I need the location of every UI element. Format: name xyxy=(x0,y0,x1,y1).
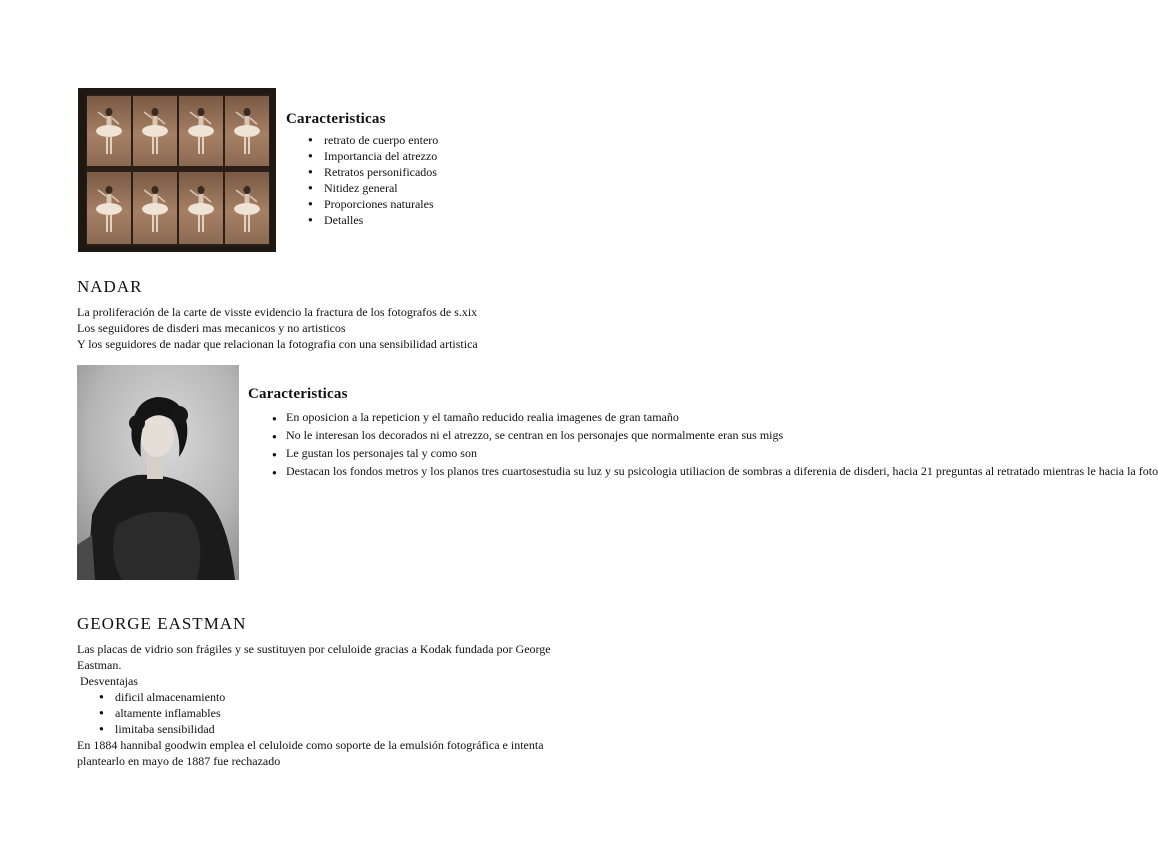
list-item-text: No le interesan los decorados ni el atrezzo, se centran en los personajes que normalmente eran sus migs xyxy=(286,428,784,442)
eastman-intro: Las placas de vidrio son frágiles y se sustituyen por celuloide gracias a Kodak fundada por George Eastman. xyxy=(77,642,551,672)
bullet-icon: ● xyxy=(272,450,277,459)
nadar-portrait-photo xyxy=(77,365,239,580)
nadar-line: La proliferación de la carte de visste evidencio la fractura de los fotografos de s.xix xyxy=(77,305,478,319)
list-item xyxy=(248,463,1158,481)
list-item xyxy=(248,409,679,427)
eastman-title: GEORGE EASTMAN xyxy=(77,614,247,633)
section1-list xyxy=(306,132,438,228)
nadar-portrait-image xyxy=(77,365,239,580)
eastman-closing: En 1884 hannibal goodwin emplea el celuloide como soporte de la emulsión fotográfica e intenta plantearlo en mayo de 1887 fue rechazado xyxy=(77,738,544,768)
list-item xyxy=(248,445,583,463)
eastman-disadvantages-label: Desventajas xyxy=(80,674,138,688)
list-item: ● Proporciones naturales xyxy=(306,196,438,212)
nadar-heading: Caracteristicas xyxy=(248,386,348,402)
section1-heading: Caracteristicas xyxy=(286,111,386,127)
eastman-list xyxy=(97,689,577,737)
list-item: ● dificil almacenamiento xyxy=(97,689,577,705)
nadar-line: Y los seguidores de nadar que relacionan la fotografia con una sensibilidad artistica xyxy=(77,337,478,351)
bullet-icon: ● xyxy=(272,414,277,423)
list-item xyxy=(248,427,784,445)
section1-characteristics xyxy=(286,110,438,228)
nadar-line: Los seguidores de disderi mas mecanicos y no artisticos xyxy=(77,321,346,335)
nadar-characteristics xyxy=(248,385,1158,481)
list-item: ● Importancia del atrezzo xyxy=(306,148,438,164)
list-item: ● Nitidez general xyxy=(306,180,438,196)
nadar-list xyxy=(248,409,1158,481)
ballerina-contact-sheet-photo xyxy=(78,88,276,252)
list-item-text: Le gustan los personajes tal y como son xyxy=(286,446,477,460)
list-item-text: En oposicion a la repeticion y el tamaño reducido realia imagenes de gran tamaño xyxy=(286,410,679,424)
list-item: ● Retratos personificados xyxy=(306,164,438,180)
bullet-icon: ● xyxy=(272,432,277,441)
nadar-intro xyxy=(77,304,637,352)
list-item: ● limitaba sensibilidad xyxy=(97,721,577,737)
list-item: ● altamente inflamables xyxy=(97,705,577,721)
eastman-body xyxy=(77,641,577,769)
list-item: ● retrato de cuerpo entero xyxy=(306,132,438,148)
bullet-icon: ● xyxy=(272,468,277,477)
nadar-title: NADAR xyxy=(77,277,143,296)
list-item-text: Destacan los fondos metros y los planos tres cuartosestudia su luz y su psicologia utiliacion de sombras a diferenia de disderi, hacia 21 preguntas al retratado mientras le hacia la foto xyxy=(286,464,1158,478)
list-item: ● Detalles xyxy=(306,212,438,228)
ballerina-contact-sheet-image xyxy=(86,94,270,246)
